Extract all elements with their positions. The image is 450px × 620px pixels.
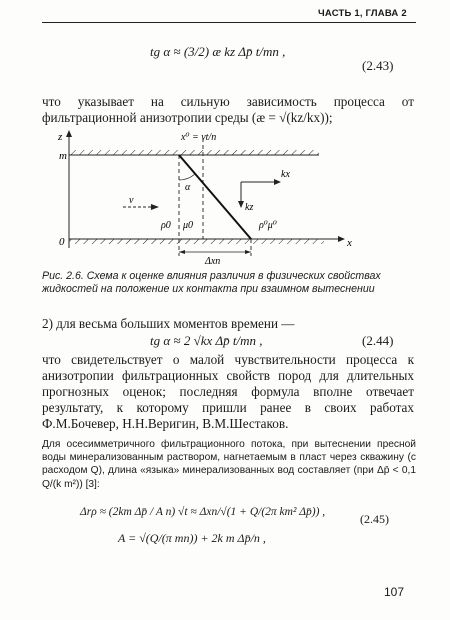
kx-label: kx <box>281 169 290 180</box>
equation-number-2-44: (2.44) <box>362 333 394 348</box>
equation-2-44: tg α ≈ 2 √kx Δp̄ t/mn , <box>150 333 263 348</box>
m-level-label: m <box>59 150 67 162</box>
top-boundary-hatch <box>69 150 319 155</box>
zero-level-label: 0 <box>59 236 65 248</box>
equation-2-45: Δrρ ≈ (2km Δp̄ / A n) √t ≈ Δxп/√(1 + Q/(2π km² Δp̄)) , <box>80 506 326 518</box>
figure-caption: Рис. 2.6. Схема к оценке влияния различия в физических свойствах жидкостей на положение их контакта при взаимном вытеснении <box>42 270 381 295</box>
rho-mu-label: ρ⁰μ⁰ <box>259 220 277 231</box>
running-header: ЧАСТЬ 1, ГЛАВА 2 <box>318 8 407 19</box>
paragraph-large-times: 2) для весьма больших моментов времени — <box>42 316 295 331</box>
equation-2-45-a-definition: A = √(Q/(π mn)) + 2k m Δp̄/n , <box>118 531 266 545</box>
page-number: 107 <box>384 585 405 599</box>
header-rule <box>42 22 416 23</box>
kz-label: kz <box>245 202 254 213</box>
mu0-label: μ0 <box>183 220 194 231</box>
x-axis-label: x <box>347 237 352 249</box>
paragraph-anisotropy: что указывает на сильную зависимость процесса от фильтрационной анизотропии среды (æ = √(kz/kx)); <box>42 94 414 125</box>
paragraph-axisymmetric: Для осесимметричного фильтрационного потока, при вытеснении пресной воды минерализованным раствором, нагнетаемым в пласт через скважину (с расходом Q), длина «языка» минерализованных вод составляет (при Δp̄ < 0,1 Q/(k m²)) [3]: <box>42 439 416 490</box>
alpha-label: α <box>185 182 191 193</box>
bottom-boundary-hatch <box>69 239 324 244</box>
velocity-label: v <box>129 195 134 206</box>
paragraph-sensitivity: что свидетельствует о малой чувствительности процесса к анизотропии фильтрационных свойств пород для длительных прогнозных оценок; последняя формула вполне отвечает результату, к которому пришли ранее в своих работах Ф.М.Бочевер, Н.Н.Веригин, В.М.Шестаков. <box>42 352 414 431</box>
contact-scheme-figure <box>55 128 415 268</box>
x-top-label: x⁰ = vt/n <box>181 132 217 143</box>
rho0-label: ρ0 <box>161 220 171 231</box>
delta-x-label: Δxп <box>205 256 221 267</box>
equation-2-43: tg α ≈ (3/2) æ kz Δp̄ t/mn , <box>150 44 286 59</box>
equation-number-2-45: (2.45) <box>360 512 389 526</box>
z-axis-label: z <box>58 131 63 143</box>
equation-number-2-43: (2.43) <box>362 58 394 73</box>
